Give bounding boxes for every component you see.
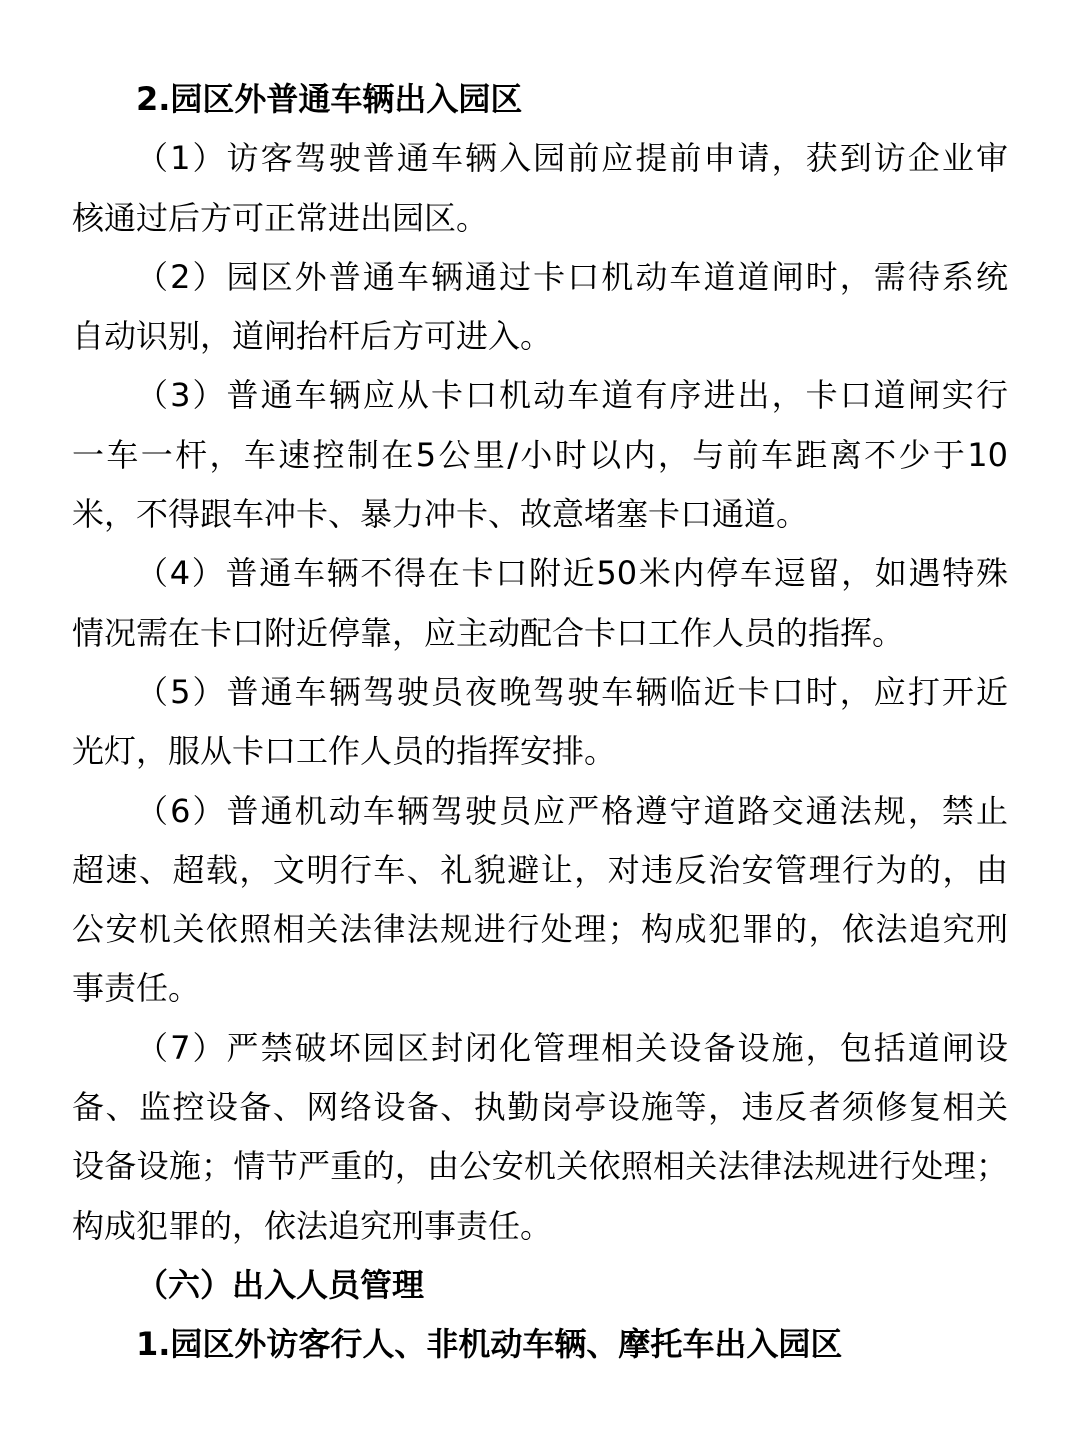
rule-line: （6）普通机动车辆驾驶员应严格遵守道路交通法规，禁止	[136, 791, 1008, 830]
rule-line: 一车一杆，车速控制在5公里/小时以内，与前车距离不少于10	[72, 435, 1008, 474]
rule-line: （3）普通车辆应从卡口机动车道有序进出，卡口道闸实行	[136, 376, 1008, 415]
rule-item-1	[72, 129, 1008, 248]
rule-line: 超速、超载，文明行车、礼貌避让，对违反治安管理行为的，由	[72, 850, 1008, 889]
rule-line: 光灯，服从卡口工作人员的指挥安排。	[72, 732, 617, 771]
rule-line: 公安机关依照相关法律法规进行处理；构成犯罪的，依法追究刑	[72, 910, 1008, 949]
rule-line: （1）访客驾驶普通车辆入园前应提前申请，获到访企业审	[136, 139, 1008, 178]
heading-vehicle-entry: 2.园区外普通车辆出入园区	[136, 80, 523, 118]
rule-line: （5）普通车辆驾驶员夜晚驾驶车辆临近卡口时，应打开近	[136, 672, 1008, 711]
rule-line: （7）严禁破坏园区封闭化管理相关设备设施，包括道闸设	[136, 1028, 1008, 1067]
rule-line: （4）普通车辆不得在卡口附近50米内停车逗留，如遇特殊	[136, 554, 1008, 593]
rule-line: 核通过后方可正常进出园区。	[72, 198, 489, 237]
rule-line: 设备设施；情节严重的，由公安机关依照相关法律法规进行处理；	[72, 1147, 1008, 1186]
rule-item-5	[72, 663, 1008, 782]
rule-line: 自动识别，道闸抬杆后方可进入。	[72, 317, 553, 356]
rule-line: （2）园区外普通车辆通过卡口机动车道道闸时，需待系统	[136, 257, 1008, 296]
rule-item-2	[72, 248, 1008, 367]
rule-item-7	[72, 1019, 1008, 1256]
rule-line: 事责任。	[72, 969, 201, 1008]
rule-line: 情况需在卡口附近停靠，应主动配合卡口工作人员的指挥。	[72, 613, 905, 652]
document-body	[72, 70, 1008, 1375]
rule-line: 备、监控设备、网络设备、执勤岗亭设施等，违反者须修复相关	[72, 1088, 1008, 1127]
rule-line: 构成犯罪的，依法追究刑事责任。	[72, 1206, 553, 1245]
rule-item-3	[72, 366, 1008, 544]
rule-item-6	[72, 782, 1008, 1019]
section-heading-personnel: （六）出入人员管理	[136, 1265, 425, 1304]
rule-line: 米，不得跟车冲卡、暴力冲卡、故意堵塞卡口通道。	[72, 495, 809, 534]
rule-item-4	[72, 544, 1008, 663]
heading-visitor-entry: 1.园区外访客行人、非机动车辆、摩托车出入园区	[136, 1325, 843, 1364]
